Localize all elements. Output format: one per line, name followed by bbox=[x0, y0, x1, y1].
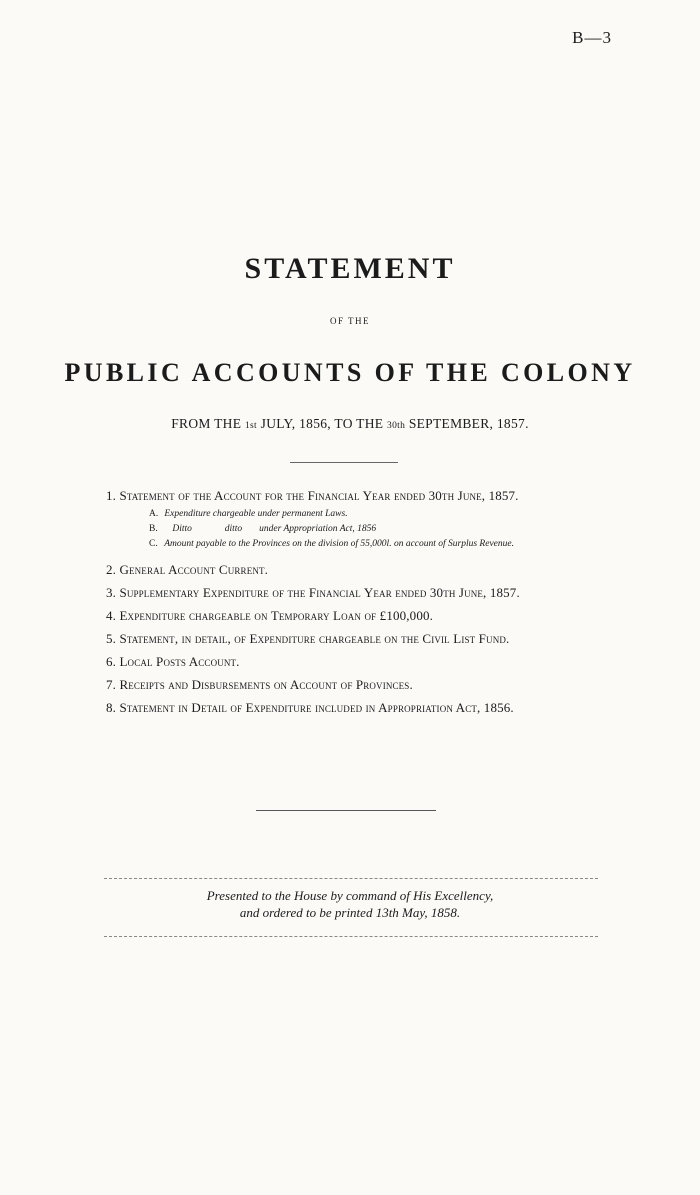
page-number: B—3 bbox=[572, 28, 612, 47]
contents-subitems bbox=[106, 507, 606, 552]
subitem-text: Expenditure chargeable under permanent Laws. bbox=[164, 509, 348, 519]
subitem-letter: B. bbox=[149, 524, 158, 534]
item-text: Statement, in detail, of Expenditure chargeable on the Civil List Fund. bbox=[119, 631, 510, 646]
contents-item-3 bbox=[106, 584, 606, 607]
subitem-ditto: Ditto bbox=[172, 524, 192, 534]
item-number: 1. bbox=[106, 488, 117, 503]
subitem-b bbox=[106, 522, 606, 537]
document-title: STATEMENT bbox=[244, 252, 456, 285]
item-number: 5. bbox=[106, 631, 117, 646]
date-range bbox=[0, 416, 700, 432]
subitem-letter: A. bbox=[149, 509, 159, 519]
subitem-ditto: ditto bbox=[224, 524, 243, 534]
contents-list bbox=[106, 487, 606, 722]
item-text: Supplementary Expenditure of the Financial Year ended 30th June, 1857. bbox=[119, 585, 520, 600]
item-number: 2. bbox=[106, 562, 117, 577]
presented-line-1: Presented to the House by command of His Excellency, bbox=[206, 888, 494, 903]
contents-item-1 bbox=[106, 487, 606, 507]
divider-rule bbox=[104, 878, 598, 879]
presented-line-2: and ordered to be printed 13th May, 1858. bbox=[239, 905, 461, 920]
subitem-letter: C. bbox=[149, 539, 158, 549]
item-number: 8. bbox=[106, 700, 117, 715]
end-day: 30th bbox=[387, 421, 406, 431]
presented-note bbox=[0, 887, 700, 921]
contents-item-8 bbox=[106, 699, 606, 722]
date-prefix: FROM THE bbox=[171, 416, 242, 431]
divider-rule bbox=[256, 810, 436, 811]
subitem-text: under Appropriation Act, 1856 bbox=[259, 524, 377, 534]
start-rest: JULY, 1856, TO THE bbox=[260, 416, 384, 431]
item-text: Local Posts Account. bbox=[119, 654, 240, 669]
divider-rule bbox=[104, 936, 598, 937]
subitem-text: Amount payable to the Provinces on the division of 55,000l. on account of Surplus Revenue. bbox=[164, 539, 514, 549]
divider-rule bbox=[290, 462, 398, 463]
item-text: Expenditure chargeable on Temporary Loan of £100,000. bbox=[119, 608, 434, 623]
contents-item-5 bbox=[106, 630, 606, 653]
item-number: 4. bbox=[106, 608, 117, 623]
contents-item-4 bbox=[106, 607, 606, 630]
item-number: 7. bbox=[106, 677, 117, 692]
document-subtitle: PUBLIC ACCOUNTS OF THE COLONY bbox=[64, 358, 636, 387]
subitem-a bbox=[106, 507, 606, 522]
subitem-c bbox=[106, 537, 606, 552]
item-number: 6. bbox=[106, 654, 117, 669]
contents-item-6 bbox=[106, 653, 606, 676]
item-text: Receipts and Disbursements on Account of Provinces. bbox=[119, 677, 413, 692]
title-connector: OF THE bbox=[329, 316, 371, 326]
contents-item-2 bbox=[106, 561, 606, 584]
item-text: Statement in Detail of Expenditure included in Appropriation Act, 1856. bbox=[119, 700, 514, 715]
end-rest: SEPTEMBER, 1857. bbox=[408, 416, 529, 431]
start-day: 1st bbox=[244, 421, 257, 431]
item-text: Statement of the Account for the Financial Year ended 30th June, 1857. bbox=[119, 488, 519, 503]
item-number: 3. bbox=[106, 585, 117, 600]
contents-item-7 bbox=[106, 676, 606, 699]
item-text: General Account Current. bbox=[119, 562, 269, 577]
